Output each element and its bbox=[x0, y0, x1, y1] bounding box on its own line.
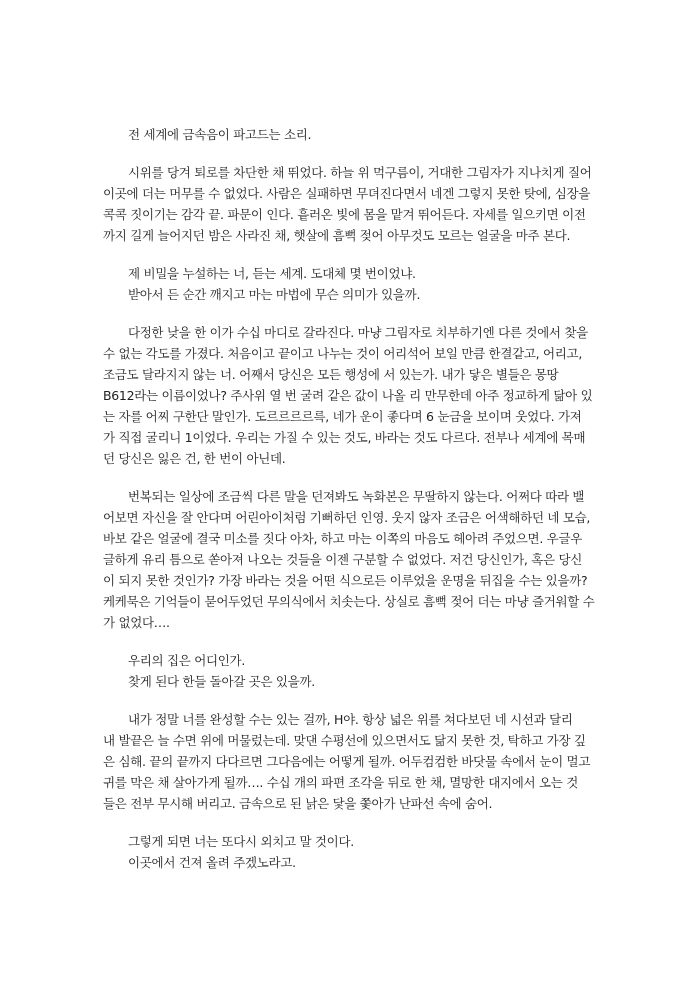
paragraph bbox=[103, 162, 617, 246]
paragraph-line: 다정한 낮을 한 이가 수십 마디로 갈라진다. 마냥 그림자로 치부하기엔 다른 것에서 찾을 bbox=[128, 325, 588, 340]
paragraph-line: 바보 같은 얼굴에 결국 미소를 짓다 아차, 하고 마는 이쪽의 마음도 헤아려 주었으면. 우글우 bbox=[103, 531, 583, 546]
paragraph-line: 찾게 된다 한들 돌아갈 곳은 있을까. bbox=[128, 674, 315, 689]
paragraph bbox=[103, 709, 617, 814]
paragraph-line: 어보면 자신을 잘 안다며 어린아이처럼 기뻐하던 인영. 웃지 않자 조금은 어색해하던 네 모습, bbox=[103, 510, 591, 525]
paragraph-line: 내가 정말 너를 완성할 수는 있는 걸까, H야. 항상 넓은 위를 쳐다보던 네 시선과 달리 bbox=[128, 712, 573, 727]
paragraph-line: 전 세계에 금속음이 파고드는 소리. bbox=[128, 127, 312, 142]
paragraph-line: 이곳에 더는 머무를 수 없었다. 사람은 실패하면 무뎌진다면서 네겐 그렇지 못한 탓에, 심장을 bbox=[103, 186, 591, 201]
paragraph-line: 글하게 유리 틈으로 쏟아져 나오는 것들을 이젠 구분할 수 없었다. 저건 당신인가, 혹은 당신 bbox=[103, 552, 583, 567]
paragraph-line: B612라는 이름이었나? 주사위 열 번 굴려 같은 값이 나올 리 만무한데 아주 정교하게 닮아 있 bbox=[103, 388, 593, 403]
paragraph-line: 귀를 막은 채 살아가게 될까…. 수십 개의 파편 조각을 뒤로 한 채, 멸망한 대지에서 오는 것 bbox=[103, 775, 578, 790]
paragraph-line: 콕콕 짓이기는 감각 끝. 파문이 인다. 흩러온 빛에 몸을 맡겨 뛰어든다. 자세를 일으키면 이전 bbox=[103, 207, 586, 222]
paragraph-line: 이 되지 못한 것인가? 가장 바라는 것을 어떤 식으로든 이루었을 운명을 뒤집을 수는 있을까? bbox=[103, 573, 588, 588]
paragraph bbox=[103, 831, 617, 873]
paragraph-line: 가 없었다…. bbox=[103, 615, 170, 630]
paragraph-line: 조금도 달라지지 않는 너. 어째서 당신은 모든 행성에 서 있는가. 내가 닿은 별들은 몽땅 bbox=[103, 367, 559, 382]
paragraph-line: 들은 전부 무시해 버리고. 금속으로 된 낡은 닻을 쫓아가 난파선 속에 숨어. bbox=[103, 796, 493, 811]
paragraph-line: 우리의 집은 어디인가. bbox=[128, 653, 245, 668]
paragraph-line: 는 자를 어찌 구한단 말인가. 도르르르르륵, 네가 운이 좋다며 6 눈금을 보이며 웃었다. 가져 bbox=[103, 409, 582, 424]
paragraph-line: 까지 길게 늘어지던 밤은 사라진 채, 햇살에 흠뻑 젖어 아무것도 모르는 얼굴을 마주 본다. bbox=[103, 228, 571, 243]
paragraph-line: 수 없는 각도를 가졌다. 처음이고 끝이고 나누는 것이 어리석어 보일 만큼 한결같고, 어리고, bbox=[103, 346, 583, 361]
paragraph-line: 시위를 당겨 퇴로를 차단한 채 뛰었다. 하늘 위 먹구름이, 거대한 그림자가 지나치게 질어 bbox=[128, 165, 592, 180]
paragraph-line: 받아서 든 순간 깨지고 마는 마법에 무슨 의미가 있을까. bbox=[128, 287, 421, 302]
paragraph-line: 던 당신은 잃은 건, 한 번이 아닌데. bbox=[103, 451, 286, 466]
paragraph-line: 가 직접 굴리니 1이었다. 우리는 가질 수 있는 것도, 바라는 것도 다르다. 전부나 세계에 목매 bbox=[103, 430, 586, 445]
paragraph bbox=[103, 650, 617, 692]
paragraph-line: 내 발끝은 늘 수면 위에 머물렀는데. 맞댄 수평선에 있으면서도 닮지 못한 것, 탁하고 가장 깊 bbox=[103, 733, 586, 748]
paragraph bbox=[103, 263, 617, 305]
paragraph-line: 제 비밀을 누설하는 너, 듣는 세계. 도대체 몇 번이었냐. bbox=[128, 266, 416, 281]
paragraph bbox=[103, 322, 617, 469]
paragraph-line: 은 심해. 끝의 끝까지 다다르면 그다음에는 어떻게 될까. 어두컴컴한 바닷물 속에서 눈이 멀고 bbox=[103, 754, 591, 769]
paragraph-line: 번복되는 일상에 조금씩 다른 말을 던져봐도 녹화본은 무딸하지 않는다. 어쩌다 따라 밸 bbox=[128, 489, 585, 504]
paragraph-line: 케케묵은 기억들이 묻어두었던 무의식에서 치솟는다. 상실로 흠뻑 젖어 더는 마냥 즐거워할 수 bbox=[103, 594, 595, 609]
paragraph-line: 이곳에서 건져 올려 주겠노라고. bbox=[128, 855, 296, 870]
paragraph bbox=[103, 486, 617, 633]
paragraph-line: 그렇게 되면 너는 또다시 외치고 말 것이다. bbox=[128, 834, 354, 849]
paragraph bbox=[103, 124, 617, 145]
document-page bbox=[103, 124, 617, 890]
